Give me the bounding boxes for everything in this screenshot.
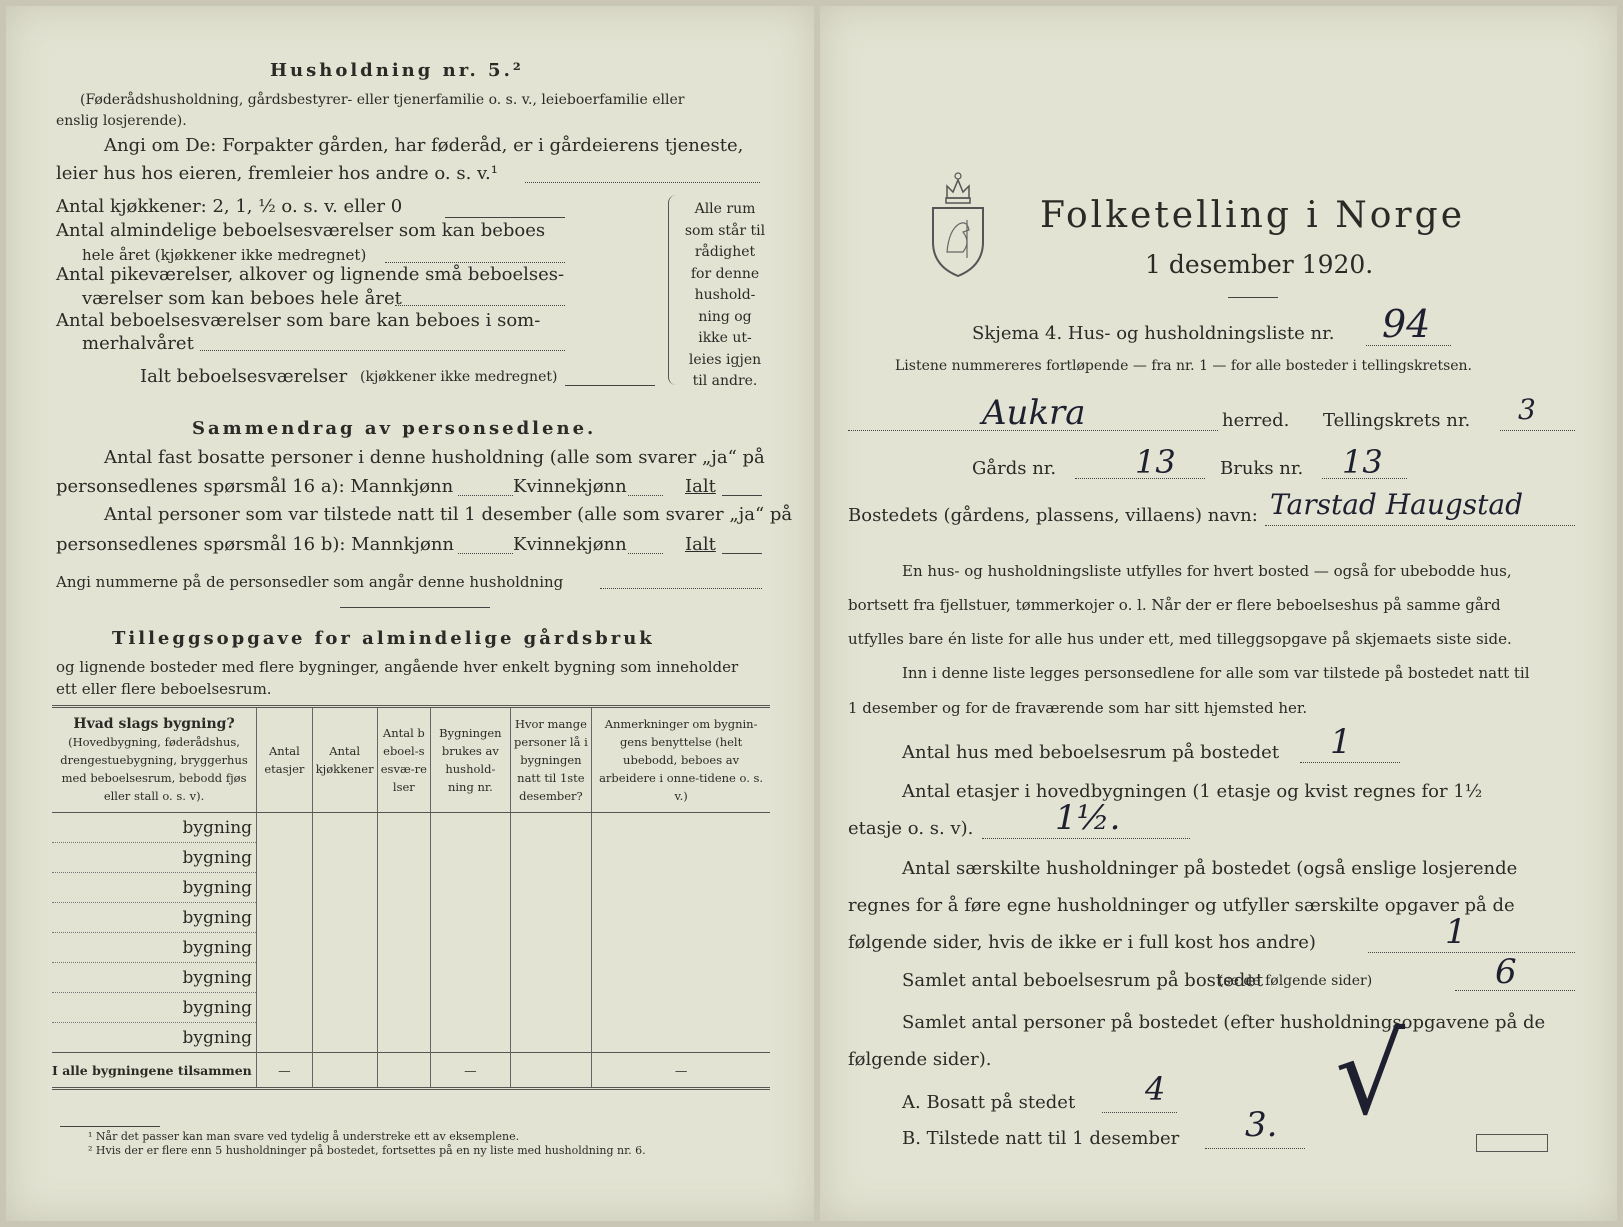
table-header-row	[52, 707, 770, 813]
total-label: I alle bygningene tilsammen	[52, 1053, 257, 1089]
table-total-row	[52, 1053, 770, 1089]
form-date: 1 desember 1920.	[1145, 250, 1374, 279]
q-hush-value: 1	[1445, 912, 1467, 952]
tillegg-text-1: og lignende bosteder med flere bygninger, angående hver enkelt bygning som inneholder	[56, 658, 739, 676]
building-table	[52, 705, 770, 1090]
rooms-kitchens: Antal kjøkkener: 2, 1, ½ o. s. v. eller 0	[56, 196, 403, 217]
list-note: Listene nummereres fortløpende — fra nr. 1 — for alle bosteder i tellingskretsen.	[895, 358, 1473, 374]
footnote-2: ² Hvis der er flere enn 5 husholdninger på bostedet, fortsettes på en ny liste med husholdning nr. 6.	[88, 1144, 646, 1157]
rooms-bracket	[668, 195, 768, 395]
b-line	[1205, 1148, 1305, 1149]
table-row	[52, 873, 770, 903]
ialt-b-label: Ialt	[685, 534, 716, 555]
intro-line-2: enslig losjerende).	[56, 113, 187, 129]
col-building-type-title: Hvad slags bygning?	[73, 716, 235, 732]
row-label: bygning	[52, 933, 257, 963]
kvinne-a-label: Kvinnekjønn	[513, 476, 627, 497]
angi-line-2: leier hus hos eieren, fremleier hos andre o. s. v.¹	[56, 163, 498, 184]
bracket-note: Alle rum som står til rådighet for denne hushold- ning og ikke ut- leies igjen til andre.	[684, 201, 766, 389]
q-hus-line	[1300, 762, 1400, 763]
rooms-kitchens-line	[445, 217, 565, 218]
bosted-value: Tarstad Haugstad	[1270, 488, 1524, 521]
total-cell: —	[257, 1053, 313, 1089]
sammendrag-line-3: Antal personer som var tilstede natt til 1 desember (alle som svarer „ja“ på	[104, 504, 793, 525]
table-row	[52, 963, 770, 993]
row-label: bygning	[52, 873, 257, 903]
table-row	[52, 933, 770, 963]
instruction-4: Inn i denne liste legges personsedlene for alle som var tilstede på bostedet natt til	[902, 664, 1530, 682]
form-title: Folketelling i Norge	[1040, 195, 1465, 236]
ialt-b-line	[722, 553, 762, 554]
mann-b-line	[458, 553, 513, 554]
q-hush-2: regnes for å føre egne husholdninger og utfyller særskilte opgaver på de	[848, 895, 1515, 916]
table-row	[52, 1023, 770, 1053]
krets-label: Tellingskrets nr.	[1323, 410, 1471, 431]
b-label: B. Tilstede natt til 1 desember	[902, 1128, 1180, 1149]
q-pers-2: følgende sider).	[848, 1049, 992, 1070]
instruction-5: 1 desember og for de fraværende som har sitt hjemsted her.	[848, 699, 1308, 717]
instruction-1: En hus- og husholdningsliste utfylles for hvert bosted — også for ubebodde hus,	[902, 562, 1512, 580]
krets-line	[1500, 430, 1575, 431]
col-floors: Antal etasjer	[257, 707, 313, 813]
col-building-type	[52, 707, 257, 813]
sammendrag-line-4: personsedlenes spørsmål 16 b): Mannkjønn	[56, 534, 455, 555]
row-label: bygning	[52, 843, 257, 873]
a-value: 4	[1145, 1070, 1166, 1108]
rooms-summer-1: Antal beboelsesværelser som bare kan beboes i som-	[56, 310, 541, 331]
a-label: A. Bosatt på stedet	[902, 1092, 1076, 1113]
rooms-ordinary-1: Antal almindelige beboelsesværelser som kan beboes	[56, 220, 546, 241]
q-etasjer-line	[982, 838, 1190, 839]
table-row	[52, 993, 770, 1023]
sammendrag-heading: Sammendrag av personsedlene.	[192, 418, 597, 439]
q-etasjer-value: 1½.	[1055, 798, 1121, 838]
total-cell: —	[592, 1053, 770, 1089]
herred-value: Aukra	[982, 393, 1086, 433]
title-rule	[1228, 297, 1278, 298]
row-label: bygning	[52, 1023, 257, 1053]
col-rooms: Antal beboel-sesvæ-relser	[377, 707, 430, 813]
skjema-value: 94	[1382, 302, 1431, 346]
q-hush-3: følgende sider, hvis de ikke er i full kost hos andre)	[848, 932, 1316, 953]
bosted-label: Bostedets (gårdens, plassens, villaens) navn:	[848, 505, 1258, 526]
q-hus-label: Antal hus med beboelsesrum på bostedet	[902, 742, 1280, 763]
tillegg-heading: Tilleggsopgave for almindelige gårdsbruk	[112, 628, 655, 649]
krets-value: 3	[1518, 393, 1536, 426]
q-etasjer-2: etasje o. s. v).	[848, 818, 974, 839]
col-remarks: Anmerkninger om bygnin-gens benyttelse (helt ubebodd, beboes av arbeidere i onne-tidene o. s. v.)	[592, 707, 770, 813]
ialt-a-line	[722, 495, 762, 496]
q-rum-value: 6	[1495, 952, 1517, 992]
skjema-label: Skjema 4. Hus- og husholdningsliste nr.	[972, 323, 1335, 344]
ialt-a-label: Ialt	[685, 476, 716, 497]
mann-a-line	[458, 495, 513, 496]
row-label: bygning	[52, 993, 257, 1023]
footnote-1: ¹ Når det passer kan man svare ved tydelig å understreke ett av eksemplene.	[88, 1130, 520, 1143]
col-household: Bygningen brukes av hushold-ning nr.	[431, 707, 511, 813]
q-hush-line	[1368, 952, 1575, 953]
q-hus-value: 1	[1330, 722, 1352, 762]
intro-line-1: (Føderådshusholdning, gårdsbestyrer- eller tjenerfamilie o. s. v., leieboerfamilie eller	[80, 92, 685, 108]
q-hush-1: Antal særskilte husholdninger på bostedet (også enslige losjerende	[902, 858, 1518, 879]
herred-label: herred.	[1222, 410, 1290, 431]
section-divider	[340, 607, 490, 608]
kvinne-a-line	[628, 495, 663, 496]
sammendrag-line-2: personsedlenes spørsmål 16 a): Mannkjønn	[56, 476, 454, 497]
instruction-3: utfylles bare én liste for alle hus under ett, med tilleggsopgave på skjemaets siste side.	[848, 630, 1512, 648]
q-pers-1: Samlet antal personer på bostedet (efter husholdningsopgavene på de	[902, 1012, 1546, 1033]
kvinne-b-label: Kvinnekjønn	[513, 534, 627, 555]
table-row	[52, 843, 770, 873]
ialt-line	[565, 385, 655, 386]
total-cell: —	[431, 1053, 511, 1089]
ialt-label: Ialt beboelsesværelser	[140, 366, 348, 387]
bosted-line	[1265, 525, 1575, 526]
rooms-small-2: værelser som kan beboes hele året	[82, 288, 402, 309]
instruction-2: bortsett fra fjellstuer, tømmerkojer o. l. Når der er flere beboelseshus på samme gård	[848, 596, 1501, 614]
total-cell	[510, 1053, 592, 1089]
rooms-summer-2: merhalvåret	[82, 333, 194, 354]
rooms-ordinary-2: hele året (kjøkkener ikke medregnet)	[82, 246, 367, 264]
q-etasjer-1: Antal etasjer i hovedbygningen (1 etasje og kvist regnes for 1½	[902, 781, 1483, 802]
bruks-label: Bruks nr.	[1220, 458, 1304, 479]
angi-nummerne: Angi nummerne på de personsedler som angår denne husholdning	[56, 573, 564, 591]
angi-nummerne-line	[600, 588, 762, 589]
sammendrag-line-1: Antal fast bosatte personer i denne husholdning (alle som svarer „ja“ på	[104, 447, 765, 468]
angi-answer-line	[525, 182, 760, 183]
brace	[668, 195, 678, 385]
col-kitchens: Antal kjøkkener	[312, 707, 377, 813]
bruks-value: 13	[1342, 443, 1383, 481]
check-mark: √	[1335, 1011, 1406, 1139]
gards-label: Gårds nr.	[972, 458, 1057, 479]
row-label: bygning	[52, 903, 257, 933]
footnote-rule	[60, 1126, 160, 1127]
rooms-small-line	[395, 305, 565, 306]
rooms-ordinary-line	[385, 262, 565, 263]
row-label: bygning	[52, 813, 257, 843]
gards-value: 13	[1135, 443, 1176, 481]
ialt-note: (kjøkkener ikke medregnet)	[360, 369, 558, 385]
a-line	[1102, 1112, 1177, 1113]
total-cell	[312, 1053, 377, 1089]
coat-of-arms-icon	[927, 160, 989, 280]
table-row	[52, 903, 770, 933]
b-value: 3.	[1245, 1105, 1278, 1145]
row-label: bygning	[52, 963, 257, 993]
kvinne-b-line	[628, 553, 663, 554]
col-building-type-sub: (Hovedbygning, føderådshus, drengestuebygning, bryggerhus med beboelsesrum, bebodd fjøs eller stall o. s. v).	[60, 735, 248, 803]
q-rum-note: (se de følgende sider)	[1218, 973, 1373, 989]
rooms-small-1: Antal pikeværelser, alkover og lignende små beboelses-	[56, 264, 565, 285]
tillegg-text-2: ett eller flere beboelsesrum.	[56, 680, 272, 698]
col-persons: Hvor mange personer lå i bygningen natt til 1ste desember?	[510, 707, 592, 813]
q-rum-label: Samlet antal beboelsesrum på bostedet	[902, 970, 1264, 991]
rooms-summer-line	[200, 350, 565, 351]
angi-line-1: Angi om De: Forpakter gården, har føderåd, er i gårdeierens tjeneste,	[104, 135, 744, 156]
total-cell	[377, 1053, 430, 1089]
printer-stamp	[1476, 1134, 1548, 1152]
household-heading: Husholdning nr. 5.²	[270, 60, 524, 81]
table-row	[52, 813, 770, 843]
